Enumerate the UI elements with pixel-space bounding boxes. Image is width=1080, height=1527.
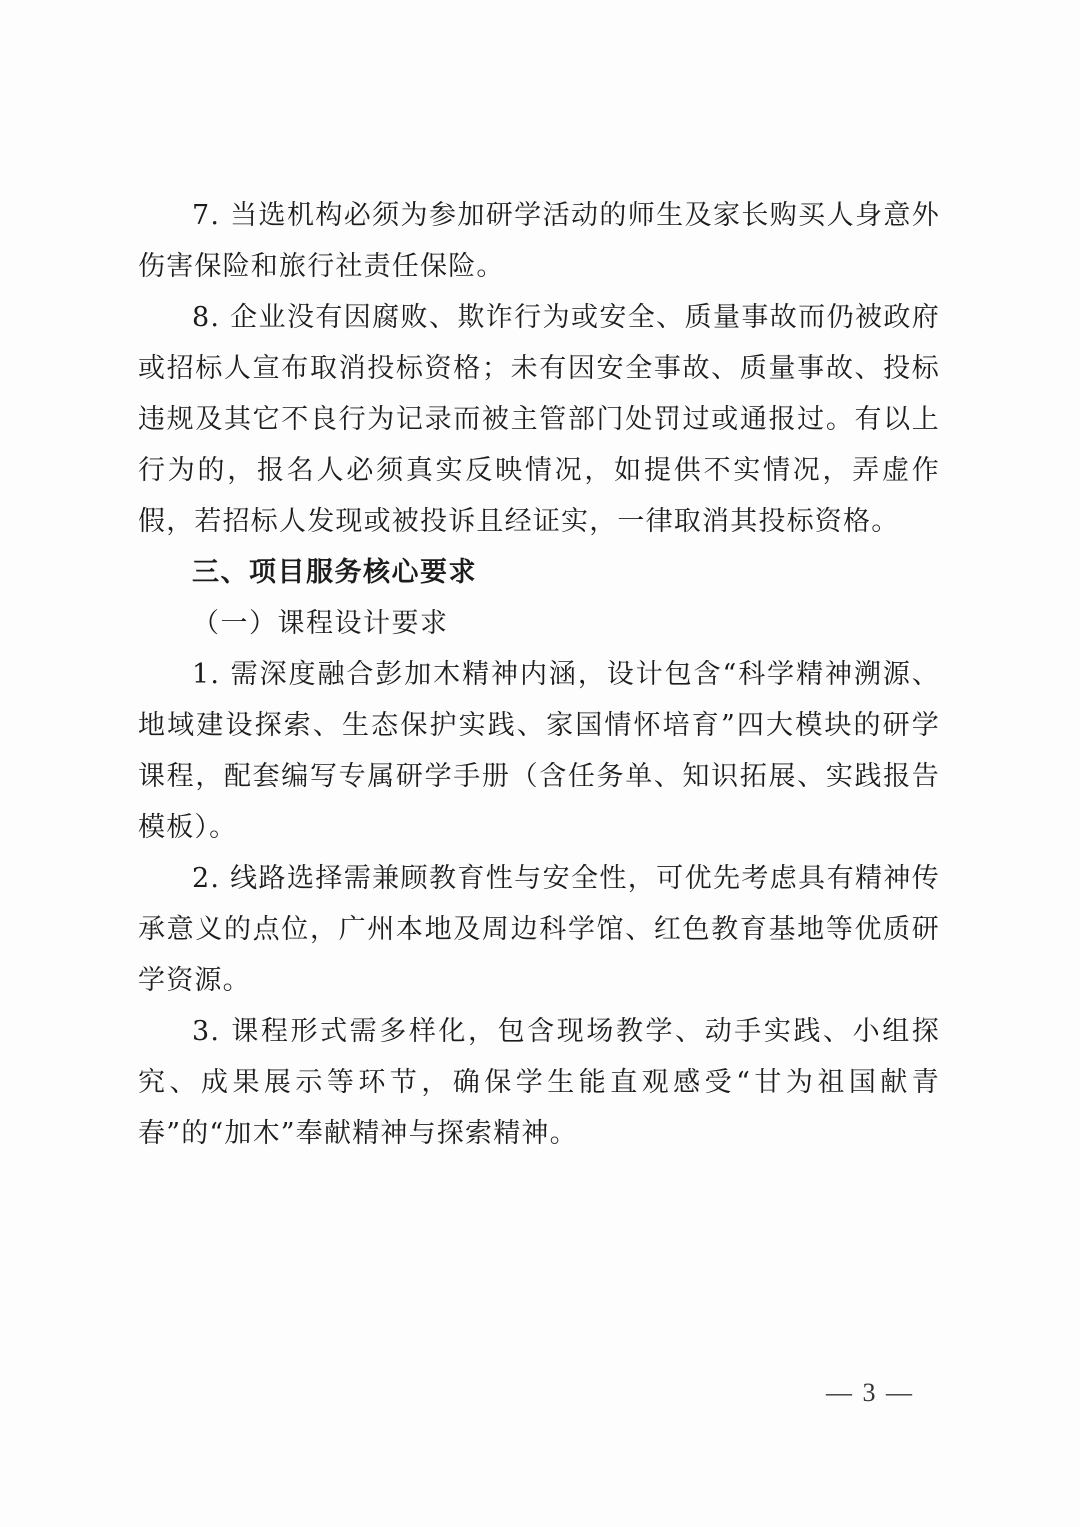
paragraph-item-3: 3. 课程形式需多样化，包含现场教学、动手实践、小组探究、成果展示等环节，确保学生能直观感受“甘为祖国献青春”的“加木”奉献精神与探索精神。: [138, 1016, 940, 1149]
paragraph-item-1: 1. 需深度融合彭加木精神内涵，设计包含“科学精神溯源、地域建设探索、生态保护实践、家国情怀培育”四大模块的研学课程，配套编写专属研学手册（含任务单、知识拓展、实践报告模板）。: [138, 659, 940, 843]
subsection-heading: （一）课程设计要求: [192, 608, 449, 639]
section-heading: 三、项目服务核心要求: [192, 557, 477, 588]
paragraph-item-2: 2. 线路选择需兼顾教育性与安全性，可优先考虑具有精神传承意义的点位，广州本地及周边科学馆、红色教育基地等优质研学资源。: [138, 863, 940, 996]
paragraph-item-8: 8. 企业没有因腐败、欺诈行为或安全、质量事故而仍被政府或招标人宣布取消投标资格；未有因安全事故、质量事故、投标违规及其它不良行为记录而被主管部门处罚过或通报过。有以上行为的，报名人必须真实反映情况，如提供不实情况，弄虚作假，若招标人发现或被投诉且经证实，一律取消其投标资格。: [138, 302, 940, 537]
paragraph-item-7: 7. 当选机构必须为参加研学活动的师生及家长购买人身意外伤害保险和旅行社责任保险。: [138, 200, 940, 282]
page-number: — 3 —: [826, 1378, 914, 1407]
document-body: [138, 190, 940, 1159]
